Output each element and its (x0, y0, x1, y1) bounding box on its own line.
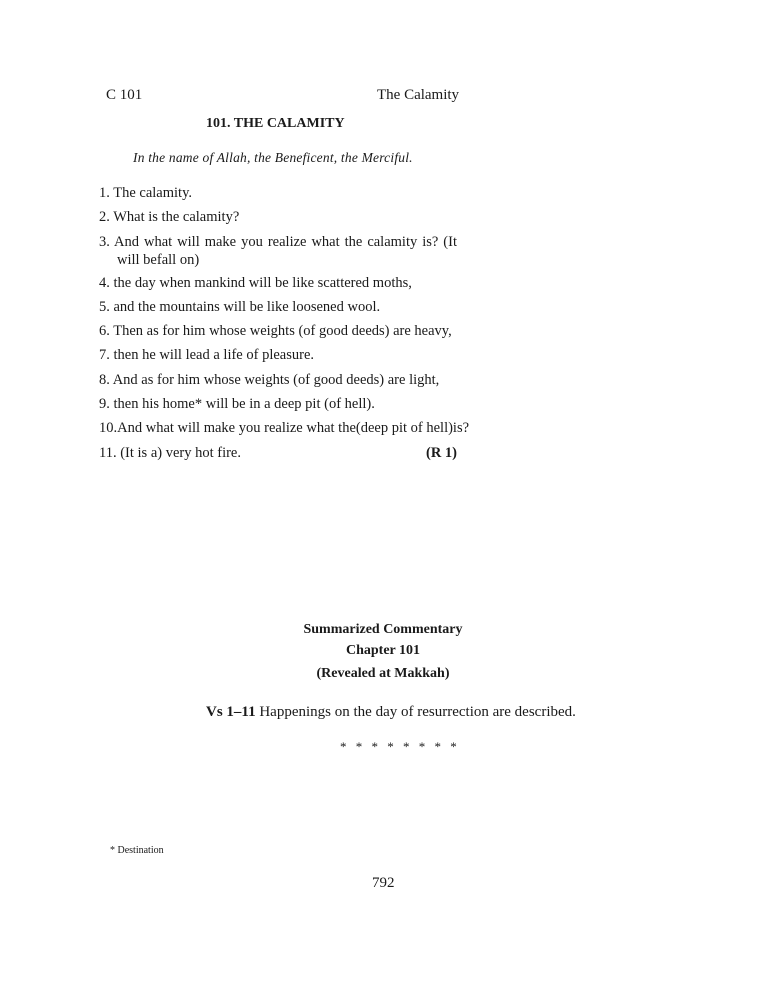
verse-11 (99, 444, 457, 468)
verse-1: 1. The calamity. (99, 185, 193, 201)
verse-3-line-1: 3. And what will make you realize what the calamity is? (It (99, 233, 457, 250)
verse-8: 8. And as for him whose weights (of good deeds) are light, (99, 371, 440, 388)
verse-10 (99, 419, 470, 443)
verse-2: 2. What is the calamity? (99, 209, 240, 226)
verse-3 (99, 233, 457, 274)
verse-9: 9. then his home* will be in a deep pit (of hell). (99, 396, 375, 413)
verse-6: 6. Then as for him whose weights (of good deeds) are heavy, (99, 323, 452, 340)
running-header-chapter: C 101 (106, 87, 143, 103)
verse-5: 5. and the mountains will be like loosened wool. (99, 298, 381, 315)
verse-range-label: Vs 1–11 (206, 704, 256, 720)
verse-3-line-2: will befall on) (117, 251, 200, 268)
verse-4: 4. the day when mankind will be like scattered moths, (99, 274, 412, 291)
verse-list (99, 184, 470, 468)
chapter-title: 101. THE CALAMITY (206, 116, 345, 131)
running-header-title: The Calamity (377, 87, 460, 103)
commentary-revealed: (Revealed at Makkah) (316, 666, 450, 681)
verse-10-text: 10.And what will make you realize what the(deep pit of hell)is? (99, 420, 470, 437)
footnote: * Destination (110, 845, 164, 856)
section-separator: * * * * * * * * (340, 739, 460, 754)
verse-summary-text: Happenings on the day of resurrection are described. (255, 704, 576, 720)
verse-11-text: 11. (It is a) very hot fire. (99, 444, 241, 461)
ruku-reference: (R 1) (425, 444, 457, 461)
invocation: In the name of Allah, the Beneficent, the Merciful. (133, 150, 413, 165)
page-number: 792 (372, 875, 395, 891)
commentary-verse-summary (206, 704, 576, 721)
commentary-chapter: Chapter 101 (345, 643, 421, 658)
commentary-title: Summarized Commentary (303, 622, 463, 637)
verse-7: 7. then he will lead a life of pleasure. (99, 347, 315, 364)
